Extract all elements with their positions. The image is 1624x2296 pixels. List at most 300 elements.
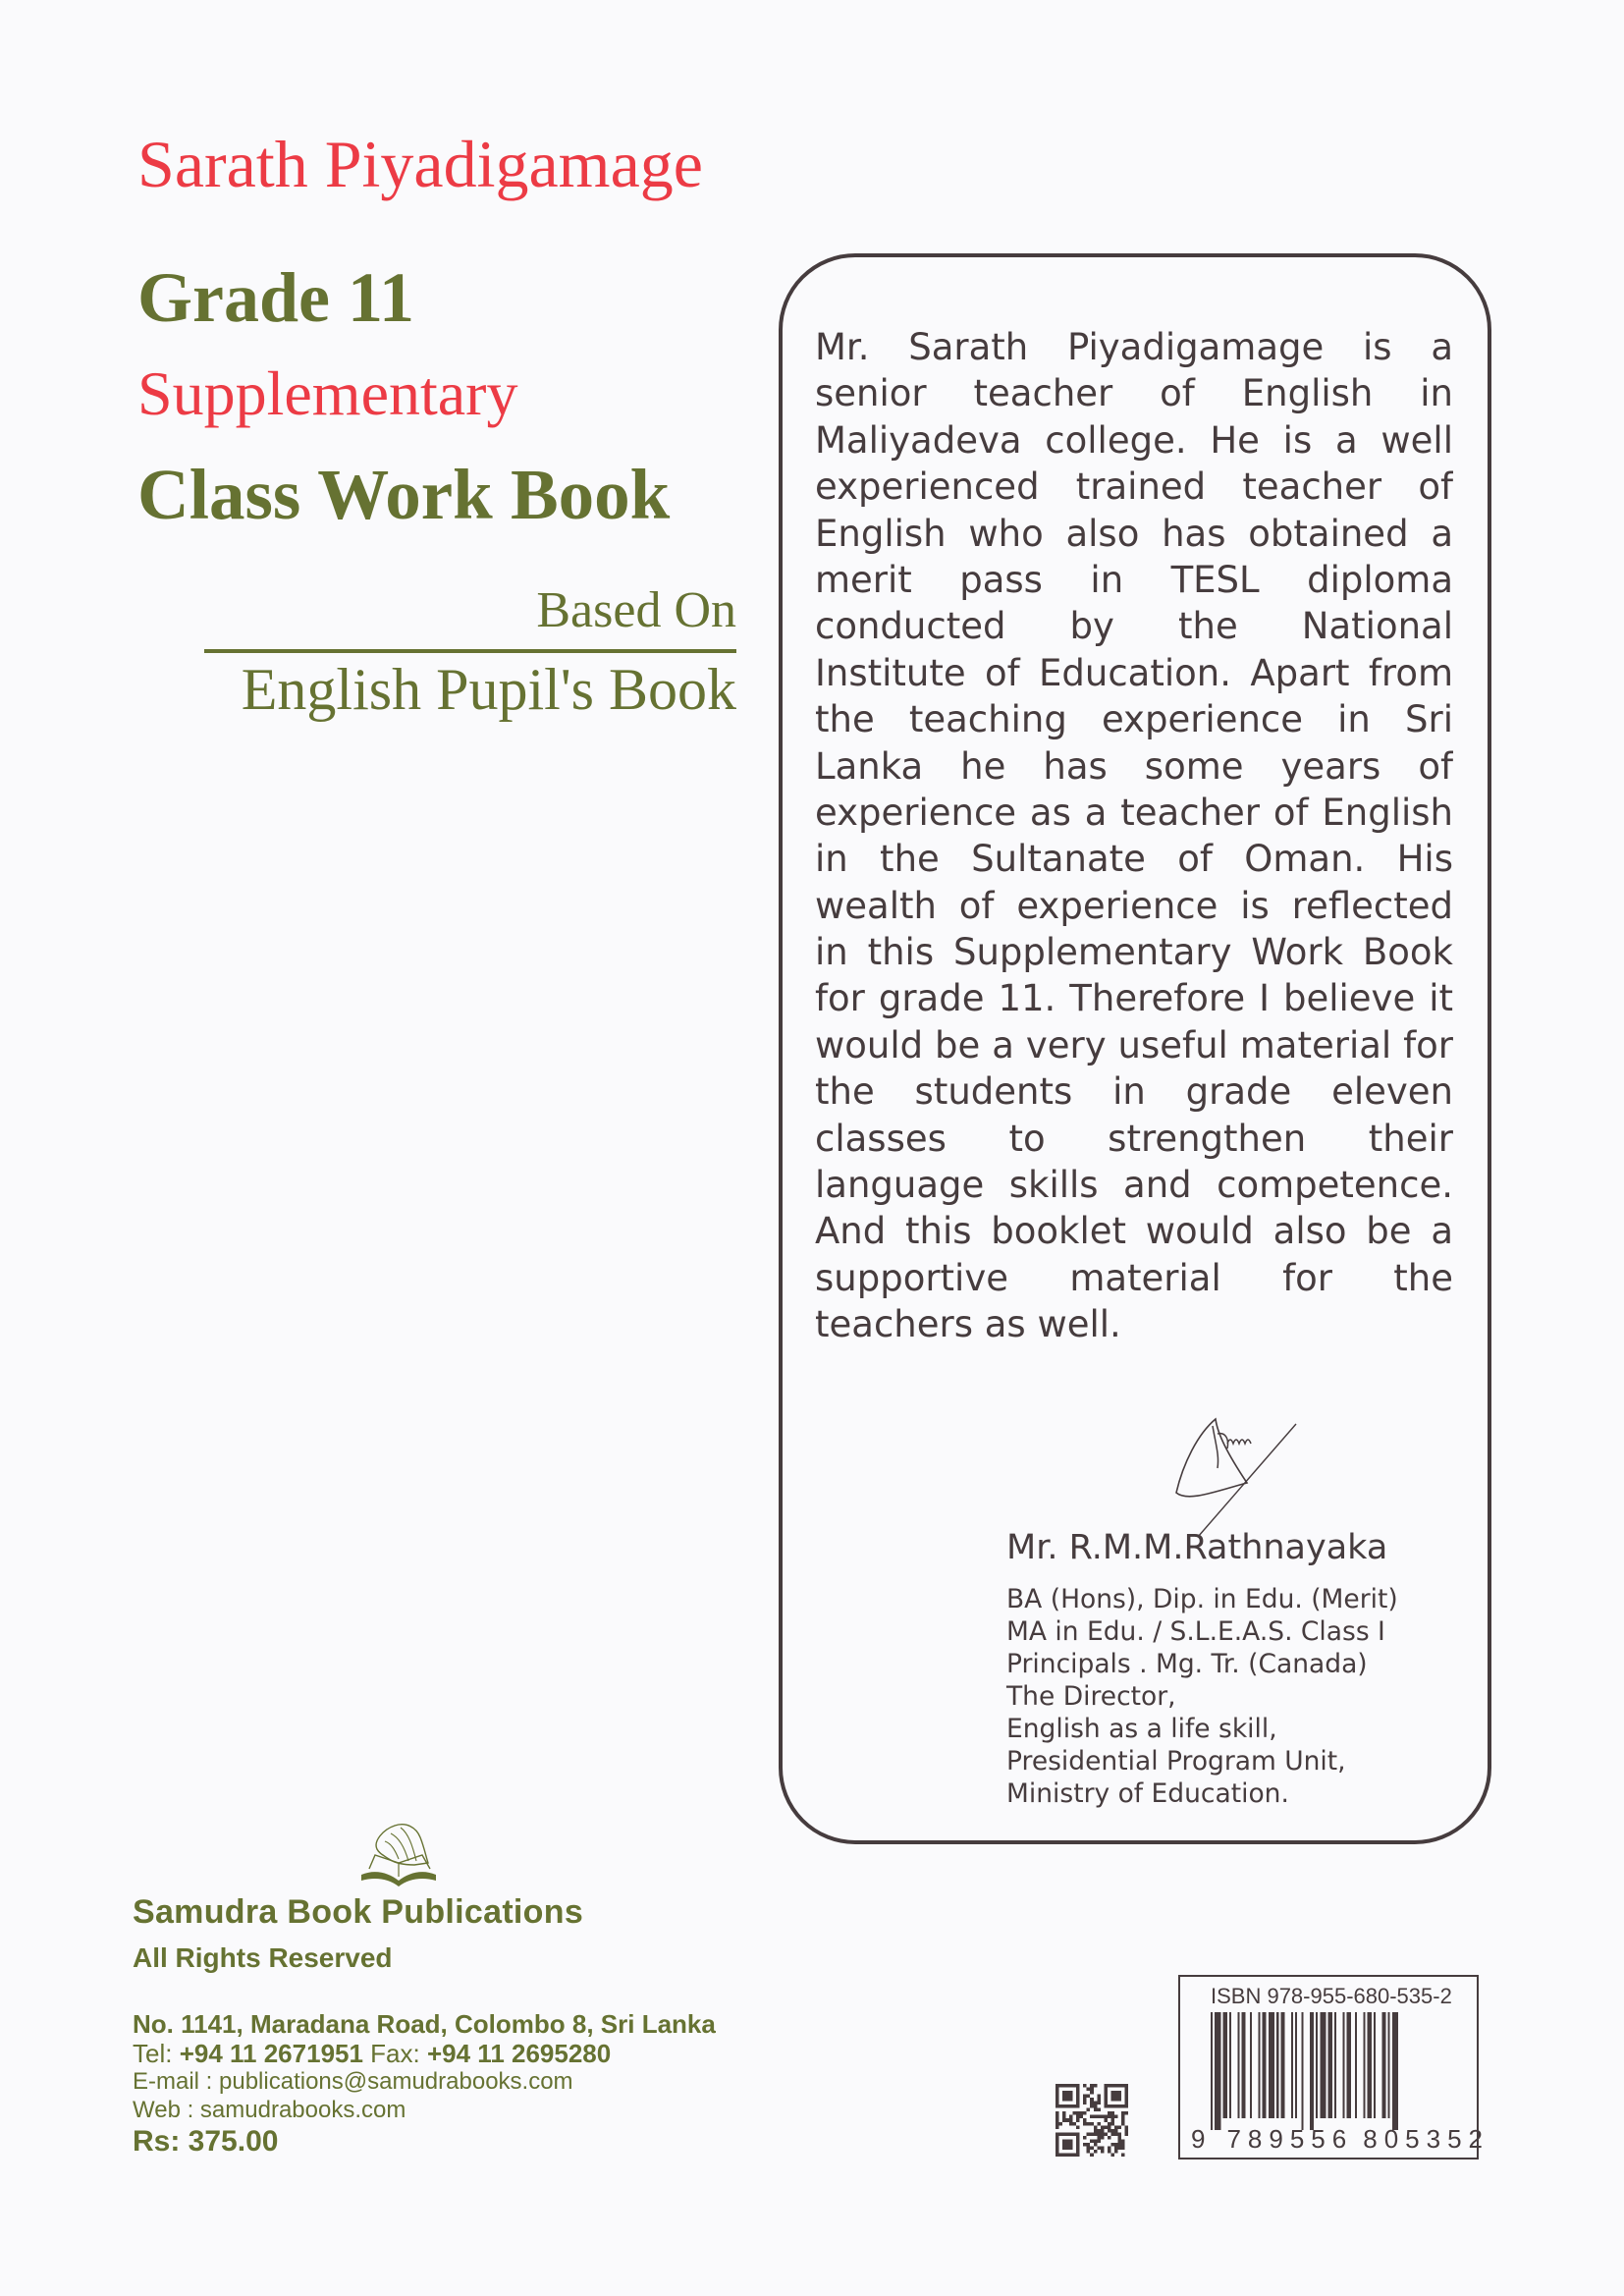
qr-module <box>1094 2105 1098 2108</box>
qr-module <box>1110 2084 1114 2088</box>
qr-module <box>1062 2146 1066 2150</box>
foreword-line: supportive material for the <box>815 1256 1453 1299</box>
qr-module <box>1121 2105 1125 2108</box>
barcode-digits <box>1191 2124 1489 2155</box>
qr-module <box>1114 2146 1118 2150</box>
source-book-title: English Pupil's Book <box>241 657 736 722</box>
barcode-bar <box>1310 2012 1314 2130</box>
qr-module <box>1083 2143 1087 2147</box>
qr-module <box>1069 2091 1073 2095</box>
barcode-bar <box>1250 2012 1252 2118</box>
foreword-line: Institute of Education. Apart from <box>815 651 1453 694</box>
barcode-bar <box>1368 2012 1372 2118</box>
qr-module <box>1090 2091 1094 2095</box>
qr-module <box>1114 2129 1118 2133</box>
qr-module <box>1097 2139 1101 2143</box>
barcode-bar <box>1215 2012 1220 2130</box>
qr-module <box>1121 2111 1125 2115</box>
qr-module <box>1117 2105 1121 2108</box>
foreword-line: And this booklet would also be a <box>815 1210 1453 1253</box>
qr-module <box>1110 2153 1114 2157</box>
qr-module <box>1073 2122 1077 2126</box>
qr-module <box>1056 2111 1059 2115</box>
qr-module <box>1108 2111 1111 2115</box>
barcode-bar <box>1242 2012 1246 2118</box>
qr-module <box>1062 2095 1066 2099</box>
qr-module <box>1066 2118 1070 2122</box>
qr-module <box>1110 2111 1114 2115</box>
qr-module <box>1087 2088 1091 2092</box>
qr-module <box>1114 2132 1118 2136</box>
qr-module <box>1090 2146 1094 2150</box>
qr-module <box>1121 2115 1125 2119</box>
qr-module <box>1062 2115 1066 2119</box>
qr-module <box>1076 2136 1080 2140</box>
tel-label: Tel: <box>133 2039 180 2068</box>
qr-module <box>1114 2125 1118 2129</box>
barcode-bar <box>1381 2012 1385 2118</box>
foreword-line: in this Supplementary Work Book <box>815 931 1453 974</box>
qr-module <box>1056 2102 1059 2105</box>
qr-module <box>1094 2102 1098 2105</box>
qr-module <box>1117 2091 1121 2095</box>
qr-module <box>1066 2098 1070 2102</box>
publisher-phone-fax <box>133 2039 611 2069</box>
barcode-bar <box>1355 2012 1357 2118</box>
qr-module <box>1066 2139 1070 2143</box>
qr-module <box>1108 2084 1111 2088</box>
qr-module <box>1104 2084 1108 2088</box>
qr-module <box>1083 2084 1087 2088</box>
qr-module <box>1110 2143 1114 2147</box>
qr-module <box>1121 2139 1125 2143</box>
qr-module <box>1117 2146 1121 2150</box>
foreword-text <box>815 324 1453 1348</box>
publisher-address: No. 1141, Maradana Road, Colombo 8, Sri Lanka <box>133 2009 716 2039</box>
qr-module <box>1069 2105 1073 2108</box>
fax-label: Fax: <box>362 2039 427 2068</box>
qr-module <box>1062 2098 1066 2102</box>
foreword-line: Maliyadeva college. He is a well <box>815 418 1453 462</box>
qr-module <box>1087 2146 1091 2150</box>
credential-line: BA (Hons), Dip. in Edu. (Merit) <box>1006 1584 1398 1614</box>
barcode-bar <box>1269 2012 1274 2118</box>
qr-module <box>1083 2118 1087 2122</box>
qr-module <box>1108 2150 1111 2154</box>
qr-module <box>1059 2122 1063 2126</box>
qr-module <box>1080 2115 1084 2119</box>
barcode-bar <box>1291 2012 1293 2118</box>
grade-heading: Grade 11 <box>137 258 414 337</box>
signature <box>1159 1394 1306 1542</box>
barcode-bar <box>1388 2012 1390 2118</box>
signatory-credentials <box>1006 1583 1398 1810</box>
qr-module <box>1094 2150 1098 2154</box>
qr-module <box>1080 2111 1084 2115</box>
qr-module <box>1056 2095 1059 2099</box>
conch-shell-on-book-icon <box>355 1820 442 1888</box>
qr-module <box>1062 2153 1066 2157</box>
tel-number: +94 11 2671951 <box>179 2039 363 2068</box>
qr-module <box>1110 2115 1114 2119</box>
qr-module <box>1104 2088 1108 2092</box>
qr-module <box>1110 2098 1114 2102</box>
qr-module <box>1094 2108 1098 2112</box>
qr-module <box>1066 2091 1070 2095</box>
publisher-email: E-mail : publications@samudrabooks.com <box>133 2068 573 2095</box>
qr-module <box>1108 2129 1111 2133</box>
qr-module <box>1076 2111 1080 2115</box>
qr-module <box>1101 2132 1105 2136</box>
foreword-line: for grade 11. Therefore I believe it <box>815 977 1453 1020</box>
qr-module <box>1076 2095 1080 2099</box>
barcode-bar <box>1280 2012 1284 2118</box>
foreword-line: in the Sultanate of Oman. His <box>815 838 1453 881</box>
barcode-digit-prefix: 9 <box>1191 2124 1206 2154</box>
qr-module <box>1059 2105 1063 2108</box>
qr-module <box>1076 2084 1080 2088</box>
foreword-line: Lanka he has some years of <box>815 744 1453 788</box>
barcode-bar <box>1334 2012 1336 2118</box>
qr-module <box>1066 2132 1070 2136</box>
qr-module <box>1076 2153 1080 2157</box>
qr-module <box>1066 2143 1070 2147</box>
qr-module <box>1110 2095 1114 2099</box>
qr-module <box>1056 2150 1059 2154</box>
qr-module <box>1114 2084 1118 2088</box>
qr-module <box>1104 2105 1108 2108</box>
barcode <box>1209 2012 1454 2130</box>
qr-module <box>1073 2153 1077 2157</box>
qr-module <box>1076 2091 1080 2095</box>
qr-module <box>1069 2132 1073 2136</box>
qr-module <box>1069 2115 1073 2119</box>
barcode-bar <box>1320 2012 1326 2118</box>
qr-module <box>1062 2091 1066 2095</box>
qr-module <box>1121 2153 1125 2157</box>
qr-module <box>1087 2143 1091 2147</box>
qr-module <box>1087 2150 1091 2154</box>
qr-module <box>1076 2125 1080 2129</box>
qr-module <box>1121 2122 1125 2126</box>
foreword-line: language skills and competence. <box>815 1164 1453 1207</box>
foreword-line: experienced trained teacher of <box>815 465 1453 509</box>
qr-module <box>1073 2111 1077 2115</box>
qr-module <box>1097 2095 1101 2099</box>
qr-module <box>1108 2125 1111 2129</box>
qr-module <box>1108 2115 1111 2119</box>
qr-module <box>1076 2150 1080 2154</box>
qr-module <box>1073 2105 1077 2108</box>
qr-module <box>1090 2122 1094 2126</box>
qr-module <box>1056 2084 1059 2088</box>
price: Rs: 375.00 <box>133 2125 279 2158</box>
book-title: Class Work Book <box>137 455 671 534</box>
qr-module <box>1124 2095 1128 2099</box>
qr-module <box>1117 2143 1121 2147</box>
qr-module <box>1094 2132 1098 2136</box>
based-on-label: Based On <box>536 582 736 638</box>
qr-module <box>1108 2136 1111 2140</box>
qr-module <box>1056 2105 1059 2108</box>
qr-module <box>1076 2115 1080 2119</box>
foreword-line: teachers as well. <box>815 1303 1121 1346</box>
qr-module <box>1066 2153 1070 2157</box>
qr-module <box>1104 2125 1108 2129</box>
qr-module <box>1062 2084 1066 2088</box>
qr-module <box>1062 2118 1066 2122</box>
qr-module <box>1097 2115 1101 2119</box>
qr-module <box>1094 2129 1098 2133</box>
barcode-bar <box>1347 2012 1351 2118</box>
qr-module <box>1110 2118 1114 2122</box>
qr-module <box>1056 2091 1059 2095</box>
qr-module <box>1094 2139 1098 2143</box>
qr-module <box>1097 2136 1101 2140</box>
qr-module <box>1062 2111 1066 2115</box>
qr-module <box>1090 2084 1094 2088</box>
barcode-bar <box>1392 2012 1398 2130</box>
qr-module <box>1097 2102 1101 2105</box>
qr-module <box>1094 2143 1098 2147</box>
qr-module <box>1083 2102 1087 2105</box>
barcode-bar <box>1301 2012 1303 2130</box>
qr-module <box>1104 2091 1108 2095</box>
foreword-line: conducted by the National <box>815 605 1453 648</box>
qr-module <box>1104 2102 1108 2105</box>
qr-module <box>1117 2095 1121 2099</box>
qr-module <box>1076 2118 1080 2122</box>
qr-module <box>1056 2136 1059 2140</box>
qr-module <box>1124 2088 1128 2092</box>
qr-module <box>1062 2143 1066 2147</box>
barcode-digits-right: 805352 <box>1363 2124 1489 2154</box>
qr-module <box>1094 2115 1098 2119</box>
qr-module <box>1114 2095 1118 2099</box>
qr-module <box>1083 2122 1087 2126</box>
qr-module <box>1124 2098 1128 2102</box>
foreword-line: experience as a teacher of English <box>815 791 1453 834</box>
qr-module <box>1104 2132 1108 2136</box>
qr-module <box>1076 2105 1080 2108</box>
qr-module <box>1104 2098 1108 2102</box>
qr-module <box>1066 2105 1070 2108</box>
signatory-name: Mr. R.M.M.Rathnayaka <box>1006 1528 1388 1567</box>
barcode-bar <box>1374 2012 1376 2118</box>
qr-module <box>1124 2105 1128 2108</box>
barcode-bar <box>1316 2012 1318 2118</box>
qr-module <box>1076 2102 1080 2105</box>
qr-module <box>1124 2091 1128 2095</box>
qr-module <box>1114 2150 1118 2154</box>
qr-module <box>1110 2105 1114 2108</box>
qr-module <box>1076 2132 1080 2136</box>
foreword-line: English who also has obtained a <box>815 512 1453 555</box>
foreword-line: would be a very useful material for <box>815 1023 1453 1066</box>
qr-module <box>1059 2153 1063 2157</box>
qr-module <box>1117 2084 1121 2088</box>
qr-module <box>1069 2095 1073 2099</box>
publisher-name: Samudra Book Publications <box>133 1893 584 1931</box>
qr-module <box>1073 2084 1077 2088</box>
qr-module <box>1062 2132 1066 2136</box>
qr-module <box>1124 2129 1128 2133</box>
barcode-bar <box>1263 2012 1267 2118</box>
qr-module <box>1056 2122 1059 2126</box>
barcode-digits-left: 789556 <box>1226 2124 1354 2154</box>
qr-module <box>1056 2088 1059 2092</box>
qr-module <box>1083 2095 1087 2099</box>
qr-module <box>1069 2146 1073 2150</box>
qr-module <box>1114 2098 1118 2102</box>
qr-module <box>1117 2132 1121 2136</box>
fax-number: +94 11 2695280 <box>426 2039 612 2068</box>
qr-module <box>1069 2143 1073 2147</box>
qr-module <box>1066 2146 1070 2150</box>
qr-module <box>1124 2111 1128 2115</box>
publisher-web: Web : samudrabooks.com <box>133 2097 406 2123</box>
isbn-label: ISBN 978-955-680-535-2 <box>1211 1984 1452 2008</box>
author-name: Sarath Piyadigamage <box>137 127 703 201</box>
qr-module <box>1056 2143 1059 2147</box>
barcode-bar <box>1363 2012 1365 2118</box>
qr-module <box>1117 2125 1121 2129</box>
qr-module <box>1108 2146 1111 2150</box>
foreword-line: merit pass in TESL diploma <box>815 558 1453 601</box>
qr-module <box>1121 2143 1125 2147</box>
qr-module <box>1108 2122 1111 2126</box>
qr-module <box>1087 2122 1091 2126</box>
qr-module <box>1069 2118 1073 2122</box>
qr-module <box>1090 2139 1094 2143</box>
qr-module <box>1073 2132 1077 2136</box>
foreword-line: Mr. Sarath Piyadigamage is a <box>815 326 1453 368</box>
credential-line: Presidential Program Unit, <box>1006 1746 1346 1777</box>
qr-module <box>1056 2118 1059 2122</box>
qr-module <box>1083 2111 1087 2115</box>
qr-module <box>1069 2084 1073 2088</box>
qr-module <box>1117 2139 1121 2143</box>
qr-module <box>1104 2118 1108 2122</box>
qr-module <box>1069 2098 1073 2102</box>
qr-module <box>1097 2108 1101 2112</box>
qr-module <box>1059 2084 1063 2088</box>
qr-module <box>1110 2122 1114 2126</box>
barcode-bar <box>1229 2012 1231 2118</box>
foreword-line: senior teacher of English in <box>815 372 1453 415</box>
qr-module <box>1090 2102 1094 2105</box>
qr-module <box>1101 2136 1105 2140</box>
credential-line: MA in Edu. / S.L.E.A.S. Class I <box>1006 1616 1385 1647</box>
qr-module <box>1101 2150 1105 2154</box>
qr-module <box>1114 2091 1118 2095</box>
qr-module <box>1087 2095 1091 2099</box>
credential-line: Ministry of Education. <box>1006 1778 1289 1809</box>
qr-module <box>1062 2139 1066 2143</box>
qr-module <box>1090 2098 1094 2102</box>
qr-module <box>1121 2118 1125 2122</box>
qr-module <box>1076 2143 1080 2147</box>
qr-module <box>1056 2115 1059 2119</box>
qr-module <box>1083 2136 1087 2140</box>
qr-module <box>1124 2084 1128 2088</box>
qr-module <box>1090 2115 1094 2119</box>
foreword-line: the students in grade eleven <box>815 1070 1453 1114</box>
qr-module <box>1108 2105 1111 2108</box>
qr-module <box>1124 2125 1128 2129</box>
foreword-line: classes to strengthen their <box>815 1117 1453 1160</box>
qr-module <box>1104 2115 1108 2119</box>
qr-module <box>1090 2153 1094 2157</box>
qr-module <box>1066 2084 1070 2088</box>
foreword-line: the teaching experience in Sri <box>815 698 1453 741</box>
rights-notice: All Rights Reserved <box>133 1942 393 1973</box>
qr-module <box>1101 2146 1105 2150</box>
qr-module <box>1124 2132 1128 2136</box>
qr-module <box>1104 2095 1108 2099</box>
qr-module <box>1087 2108 1091 2112</box>
qr-module <box>1076 2146 1080 2150</box>
qr-module <box>1090 2105 1094 2108</box>
barcode-bar <box>1342 2012 1344 2118</box>
qr-module <box>1076 2098 1080 2102</box>
qr-module <box>1094 2084 1098 2088</box>
qr-module <box>1117 2136 1121 2140</box>
qr-module <box>1097 2129 1101 2133</box>
qr-module <box>1124 2102 1128 2105</box>
barcode-bar <box>1223 2012 1227 2118</box>
foreword-line: wealth of experience is reflected <box>815 884 1453 927</box>
qr-module <box>1056 2146 1059 2150</box>
qr-module <box>1056 2153 1059 2157</box>
qr-module <box>1114 2105 1118 2108</box>
barcode-bar <box>1328 2012 1332 2118</box>
qr-module <box>1097 2146 1101 2150</box>
credential-line: English as a life skill, <box>1006 1714 1277 1744</box>
qr-module <box>1097 2098 1101 2102</box>
credential-line: The Director, <box>1006 1681 1176 1712</box>
qr-code <box>1056 2084 1128 2157</box>
qr-module <box>1069 2153 1073 2157</box>
qr-module <box>1094 2125 1098 2129</box>
barcode-bar <box>1276 2012 1278 2118</box>
qr-module <box>1056 2132 1059 2136</box>
qr-module <box>1101 2115 1105 2119</box>
divider-rule <box>204 649 736 653</box>
qr-module <box>1076 2088 1080 2092</box>
qr-module <box>1056 2125 1059 2129</box>
qr-module <box>1090 2132 1094 2136</box>
qr-module <box>1097 2132 1101 2136</box>
barcode-bar <box>1258 2012 1260 2118</box>
qr-module <box>1121 2146 1125 2150</box>
qr-module <box>1056 2139 1059 2143</box>
qr-module <box>1117 2098 1121 2102</box>
barcode-bar <box>1295 2012 1297 2118</box>
qr-module <box>1097 2122 1101 2126</box>
qr-module <box>1069 2122 1073 2126</box>
credential-line: Principals . Mg. Tr. (Canada) <box>1006 1649 1368 1679</box>
qr-module <box>1087 2132 1091 2136</box>
qr-module <box>1101 2129 1105 2133</box>
qr-module <box>1066 2095 1070 2099</box>
qr-module <box>1090 2088 1094 2092</box>
barcode-bar <box>1211 2012 1213 2130</box>
qr-module <box>1059 2132 1063 2136</box>
qr-module <box>1110 2132 1114 2136</box>
qr-module <box>1114 2143 1118 2147</box>
qr-module <box>1114 2115 1118 2119</box>
